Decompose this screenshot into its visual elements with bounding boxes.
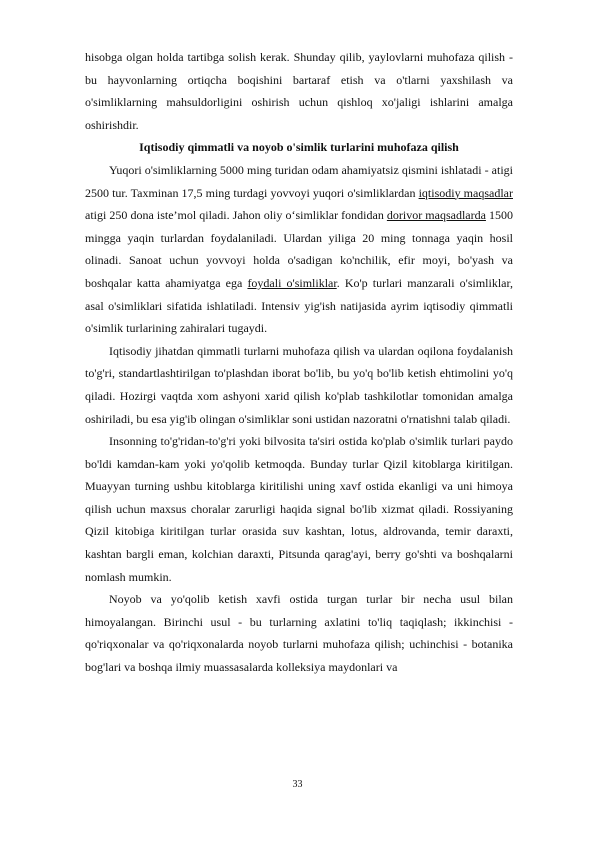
- paragraph-text-part: 1500 mingga yaqin turlardan foydalaniladi. Ulardan yiliga 20 ming tonnaga yaqin hosil olinadi. Sanoat uchun yovvoyi holda o'sadigan ko'nchilik, efir moyi, bo'yash va boshqalar katta ahamiyatga ega: [85, 208, 514, 290]
- paragraph-text-part: atigi 250 dona iste’mol qiladi. Jahon oliy o‘simliklar fondidan: [85, 208, 387, 223]
- link-useful-plants[interactable]: foydali o'simliklar: [247, 275, 337, 290]
- paragraph-red-book: Insonning to'g'ridan-to'g'ri yoki bilvosita ta'siri ostida ko'plab o'simlik turlari paydo bo'ldi kamdan-kam yoki yo'qolib ketmoqda. Bunday turlar Qizil kitoblarga kiritilgan. Muayyan turning ushbu kitoblarga kiritilishi uning xavf ostida ekanligi va uni himoya qilish uchun maxsus choralar zarurligi haqida signal bo'lib xizmat qiladi. Rossiyaning Qizil kitobiga kiritilgan turlar orasida suv kashtan, lotus, aldrovanda, temir daraxti, kashtan bargli eman, kolchian daraxti, Pitsunda qarag'ayi, berry go'shti va boshqalarni nomlash mumkin.: [85, 434, 513, 584]
- page-number: 33: [292, 779, 303, 790]
- paragraph-protection-methods: Noyob va yo'qolib ketish xavfi ostida turgan turlar bir necha usul bilan himoyalangan. Birinchi usul - bu turlarning axlatini to'liq taqiqlash; ikkinchisi - qo'riqxonalar va qo'riqxonalarda noyob turlarni muhofaza qilish; uchinchisi - botanika bog'lari va boshqa ilmiy muassasalarda kolleksiya maydonlari va: [85, 592, 513, 675]
- document-page: [85, 46, 513, 679]
- paragraph-plant-usage: [85, 159, 513, 340]
- paragraph-text-part: . Ko'p turlari manzarali o'simliklar, asal o'simliklari sifatida ishlatiladi. Intensiv yig'ish natijasida ayrim iqtisodiy qimmatli o'simlik turlarining zahiralari tugaydi.: [85, 275, 514, 336]
- section-heading: Iqtisodiy qimmatli va noyob o'simlik turlarini muhofaza qilish: [139, 140, 459, 155]
- link-economic-purposes[interactable]: iqtisodiy maqsadlar: [418, 185, 513, 200]
- paragraph-text-part: Yuqori o'simliklarning 5000 ming turidan odam ahamiyatsiz qismini ishlatadi - atigi 2500 tur. Taxminan 17,5 ming turdagi yovvoyi yuqori o'simliklardan: [85, 162, 513, 200]
- link-medicinal-purposes[interactable]: dorivor maqsadlarda: [386, 208, 486, 223]
- paragraph-rational-use: Iqtisodiy jihatdan qimmatli turlarni muhofaza qilish va ulardan oqilona foydalanish to'g'ri, standartlashtirilgan to'plashdan iborat bo'lib, bu yo'q bo'lib ketish ehtimolini yo'q qiladi. Hozirgi vaqtda xom ashyoni xarid qilish ko'plab tashkilotlar tomonidan amalga oshiriladi, bu esa yig'ib olingan o'simliklar soni ustidan nazoratni o'rnatishni talab qiladi.: [85, 343, 513, 426]
- paragraph-grazing-protection: hisobga olgan holda tartibga solish kerak. Shunday qilib, yaylovlarni muhofaza qilish - bu hayvonlarning ortiqcha boqishini bartaraf etish va o'tlarni yaxshilash va o'simliklarning mahsuldorligini oshirish uchun qishloq xo'jaligi ishlarini amalga oshirishdir.: [85, 50, 513, 132]
